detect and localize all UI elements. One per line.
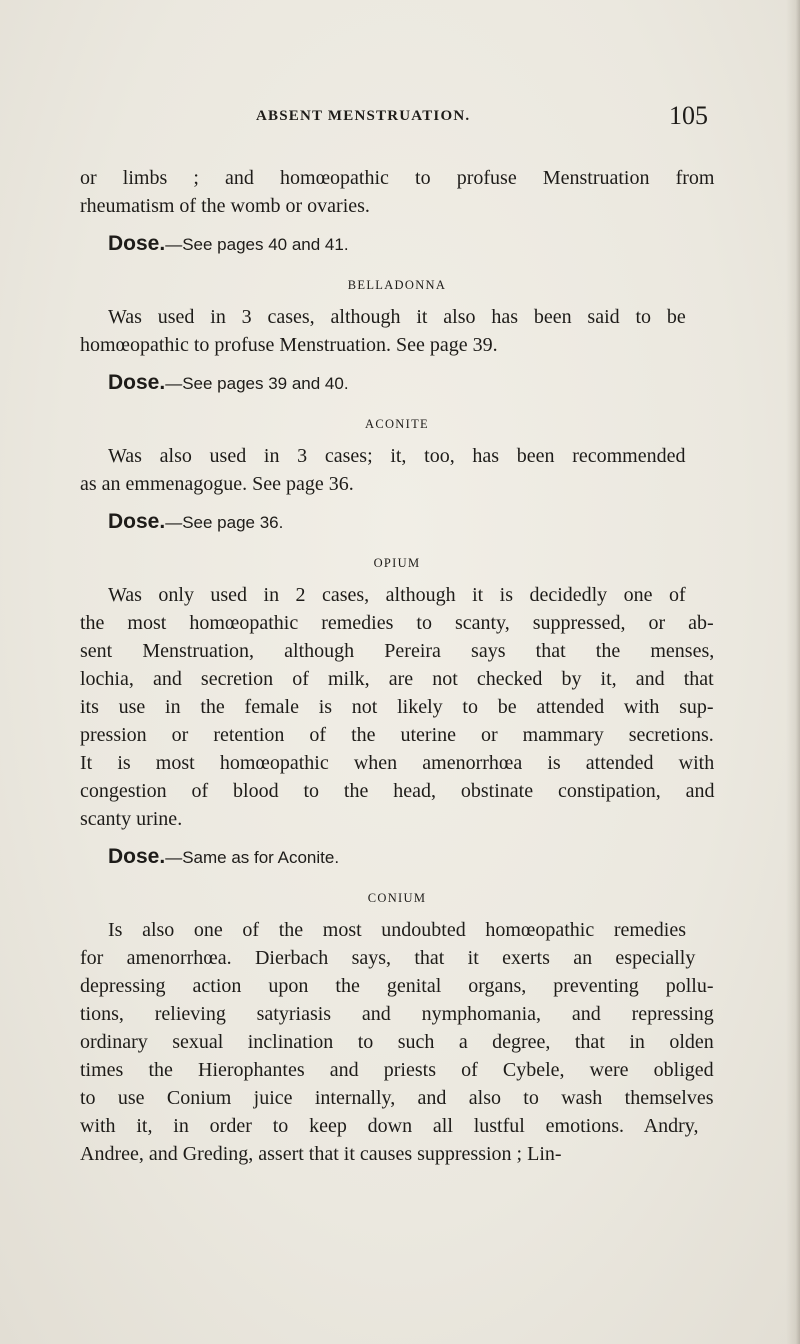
remedy-heading: ACONITE: [365, 417, 429, 431]
text-line: times the Hierophantes and priests of Cybele, were obliged: [80, 1059, 714, 1081]
text-line: sent Menstruation, although Pereira says that the menses,: [80, 640, 715, 662]
text-line: its use in the female is not likely to be attended with sup-: [80, 696, 714, 718]
remedy-heading: OPIUM: [373, 556, 421, 570]
text-line: as an emmenagogue. See page 36.: [80, 473, 354, 495]
page-header: [82, 80, 714, 130]
text-line: Andree, and Greding, assert that it causes suppression ; Lin-: [80, 1143, 562, 1165]
remedy-heading: CONIUM: [367, 891, 427, 905]
dose-line: [80, 230, 714, 259]
running-head: ABSENT MENSTRUATION.: [256, 108, 471, 124]
dose-label: Dose.: [108, 371, 166, 394]
remedy-heading: BELLADONNA: [347, 278, 447, 292]
text-line: the most homœopathic remedies to scanty, suppressed, or ab-: [80, 612, 714, 634]
text-line: depressing action upon the genital organs, preventing pollu-: [80, 975, 714, 997]
dose-line: [80, 508, 714, 537]
text-line: Was also used in 3 cases; it, too, has been recommended: [108, 445, 686, 467]
text-line: for amenorrhœa. Dierbach says, that it exerts an especially: [80, 947, 696, 969]
text-line: Was used in 3 cases, although it also has been said to be: [108, 306, 686, 328]
text-line: ordinary sexual inclination to such a degree, that in olden: [80, 1031, 714, 1053]
page-number: 105: [669, 101, 708, 130]
dose-text: —Same as for Aconite.: [165, 848, 340, 867]
text-line: lochia, and secretion of milk, are not checked by it, and that: [80, 668, 714, 690]
text-line: congestion of blood to the head, obstinate constipation, and: [80, 780, 715, 802]
dose-text: —See pages 39 and 40.: [165, 374, 349, 393]
dose-text: —See pages 40 and 41.: [165, 235, 349, 254]
aconite-paragraph: [80, 442, 714, 498]
belladonna-paragraph: [80, 303, 714, 359]
intro-paragraph: [80, 164, 714, 220]
page-body: [80, 164, 714, 1168]
text-line: Was only used in 2 cases, although it is decidedly one of: [108, 584, 686, 606]
dose-line: [80, 843, 714, 872]
text-line: Is also one of the most undoubted homœopathic remedies: [108, 919, 687, 941]
text-line: or limbs ; and homœopathic to profuse Menstruation from: [80, 167, 715, 189]
dose-label: Dose.: [108, 845, 166, 868]
text-line: with it, in order to keep down all lustful emotions. Andry,: [80, 1115, 699, 1137]
dose-text: —See page 36.: [165, 513, 284, 532]
opium-paragraph: [80, 581, 714, 833]
dose-label: Dose.: [108, 232, 166, 255]
text-line: rheumatism of the womb or ovaries.: [80, 195, 370, 217]
text-line: pression or retention of the uterine or mammary secretions.: [80, 724, 714, 746]
dose-label: Dose.: [108, 510, 166, 533]
text-line: It is most homœopathic when amenorrhœa is attended with: [80, 752, 715, 774]
dose-line: [80, 369, 714, 398]
text-line: to use Conium juice internally, and also to wash themselves: [80, 1087, 714, 1109]
text-line: homœopathic to profuse Menstruation. See page 39.: [80, 334, 498, 356]
page-edge-shadow: [786, 0, 800, 1344]
conium-paragraph: [80, 916, 714, 1168]
text-line: tions, relieving satyriasis and nymphomania, and repressing: [80, 1003, 714, 1025]
text-line: scanty urine.: [80, 808, 183, 830]
